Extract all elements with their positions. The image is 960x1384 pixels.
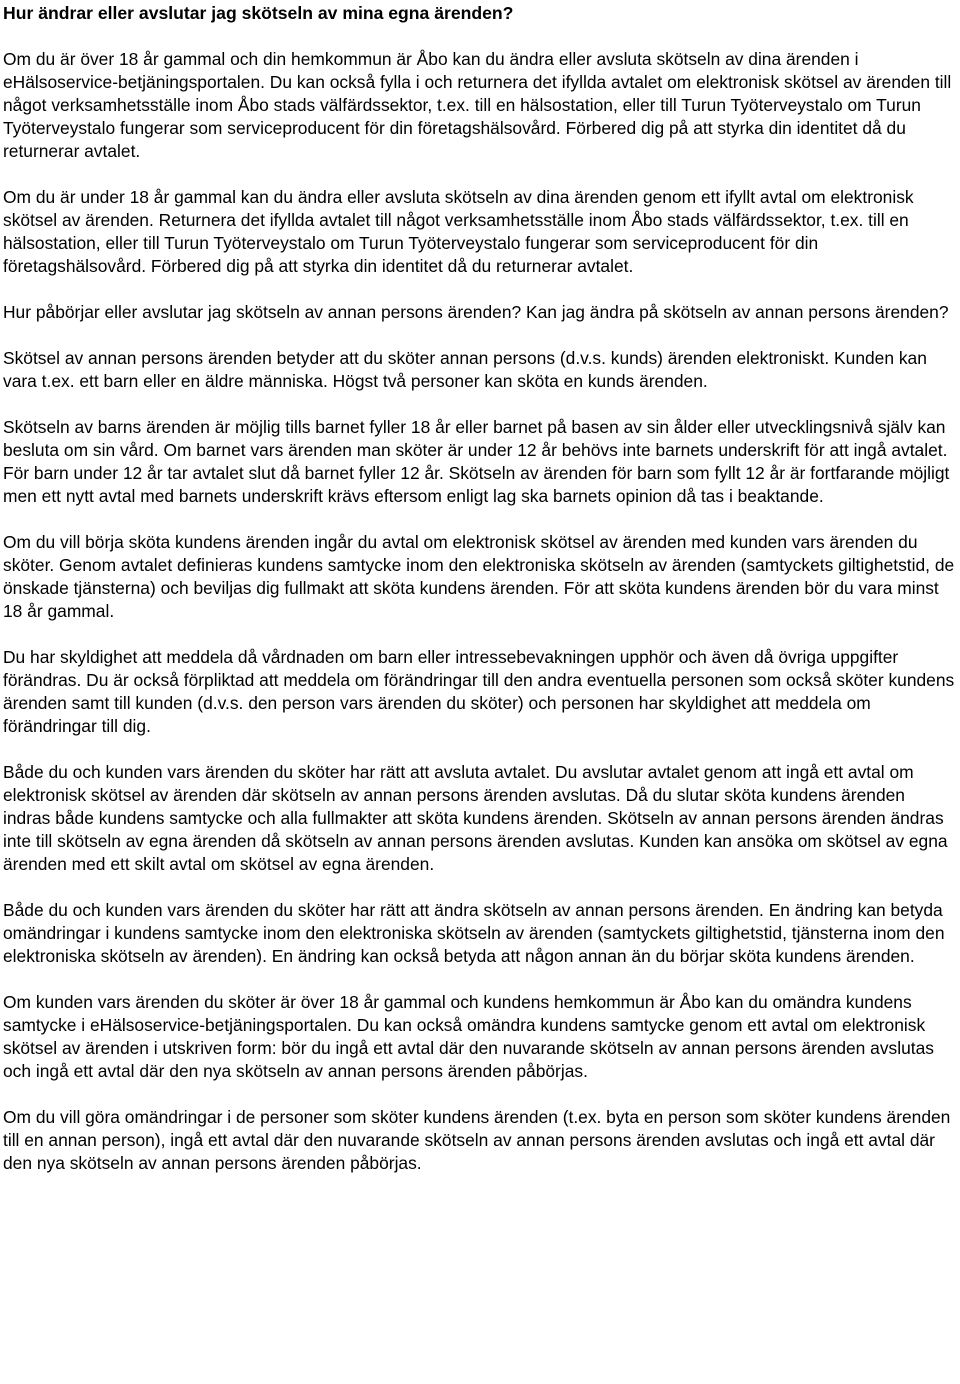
paragraph-1: Om du är över 18 år gammal och din hemkommun är Åbo kan du ändra eller avsluta skötseln av dina ärenden i eHälsoservice-betjäningsportalen. Du kan också fylla i och returnera det ifyllda avtalet om elektronisk skötsel av ärenden till något verksamhetsställe inom Åbo stads välfärdssektor, t.ex. till en hälsostation, eller till Turun Työterveystalo om Turun Työterveystalo fungerar som serviceproducent för din företagshälsovård. Förbered dig på att styrka din identitet då du returnerar avtalet.	[3, 49, 952, 161]
document-page	[3, 2, 957, 1175]
paragraph-2: Om du är under 18 år gammal kan du ändra eller avsluta skötseln av dina ärenden genom ett ifyllt avtal om elektronisk skötsel av ärenden. Returnera det ifyllda avtalet till något verksamhetsställe inom Åbo stads välfärdssektor, t.ex. till en hälsostation, eller till Turun Työterveystalo om Turun Työterveystalo fungerar som serviceproducent för din företagshälsovård. Förbered dig på att styrka din identitet då du returnerar avtalet.	[3, 187, 914, 276]
paragraph-10: Om du vill göra omändringar i de personer som sköter kundens ärenden (t.ex. byta en person som sköter kundens ärenden till en annan person), ingå ett avtal där den nuvarande skötseln av annan persons ärenden avslutas och ingå ett avtal där den nya skötseln av annan persons ärenden påbörjas.	[3, 1107, 951, 1173]
paragraph-5: Om du vill börja sköta kundens ärenden ingår du avtal om elektronisk skötsel av ärenden med kunden vars ärenden du sköter. Genom avtalet definieras kundens samtycke inom den elektroniska skötseln av ärenden (samtyckets giltighetstid, de önskade tjänsterna) och beviljas dig fullmakt att sköta kundens ärenden. För att sköta kundens ärenden bör du vara minst 18 år gammal.	[3, 532, 955, 621]
section-question: Hur påbörjar eller avslutar jag skötseln av annan persons ärenden? Kan jag ändra på skötseln av annan persons ärenden?	[3, 302, 949, 322]
paragraph-7: Både du och kunden vars ärenden du sköter har rätt att avsluta avtalet. Du avslutar avtalet genom att ingå ett avtal om elektronisk skötsel av ärenden där skötseln av annan persons ärenden avslutas. Då du slutar sköta kundens ärenden indras både kundens samtycke och alla fullmakter att sköta kundens ärenden. Skötseln av annan persons ärenden ändras inte till skötseln av egna ärenden då skötseln av annan persons ärenden avslutas. Kunden kan ansöka om skötsel av egna ärenden med ett skilt avtal om skötsel av egna ärenden.	[3, 762, 948, 874]
document-title: Hur ändrar eller avslutar jag skötseln av mina egna ärenden?	[3, 3, 514, 23]
paragraph-4: Skötseln av barns ärenden är möjlig tills barnet fyller 18 år eller barnet på basen av sin ålder eller utvecklingsnivå själv kan besluta om sin vård. Om barnet vars ärenden man sköter är under 12 år behövs inte barnets underskrift för att ingå avtalet. För barn under 12 år tar avtalet slut då barnet fyller 12 år. Skötseln av ärenden för barn som fyllt 12 år är fortfarande möjligt men ett nytt avtal med barnets underskrift krävs eftersom enligt lag ska barnets opinion då tas i beaktande.	[3, 417, 950, 506]
paragraph-8: Både du och kunden vars ärenden du sköter har rätt att ändra skötseln av annan persons ärenden. En ändring kan betyda omändringar i kundens samtycke inom den elektroniska skötseln av ärenden (samtyckets giltighetstid, tjänsterna inom den elektroniska skötseln av ärenden). En ändring kan också betyda att någon annan än du börjar sköta kundens ärenden.	[3, 900, 945, 966]
paragraph-9: Om kunden vars ärenden du sköter är över 18 år gammal och kundens hemkommun är Åbo kan du omändra kundens samtycke i eHälsoservice-betjäningsportalen. Du kan också omändra kundens samtycke genom ett avtal om elektronisk skötsel av ärenden i utskriven form: bör du ingå ett avtal där den nuvarande skötseln av annan persons ärenden avslutas och ingå ett avtal där den nya skötseln av annan persons ärenden påbörjas.	[3, 992, 934, 1081]
title-spacer	[3, 25, 957, 48]
paragraph-3: Skötsel av annan persons ärenden betyder att du sköter annan persons (d.v.s. kunds) ärenden elektroniskt. Kunden kan vara t.ex. ett barn eller en äldre människa. Högst två personer kan sköta en kunds ärenden.	[3, 348, 927, 391]
paragraph-6: Du har skyldighet att meddela då vårdnaden om barn eller intressebevakningen upphör och även då övriga uppgifter förändras. Du är också förpliktad att meddela om förändringar till den andra eventuella personen som också sköter kundens ärenden samt till kunden (d.v.s. den person vars ärenden du sköter) och personen har skyldighet att meddela om förändringar till dig.	[3, 647, 955, 736]
